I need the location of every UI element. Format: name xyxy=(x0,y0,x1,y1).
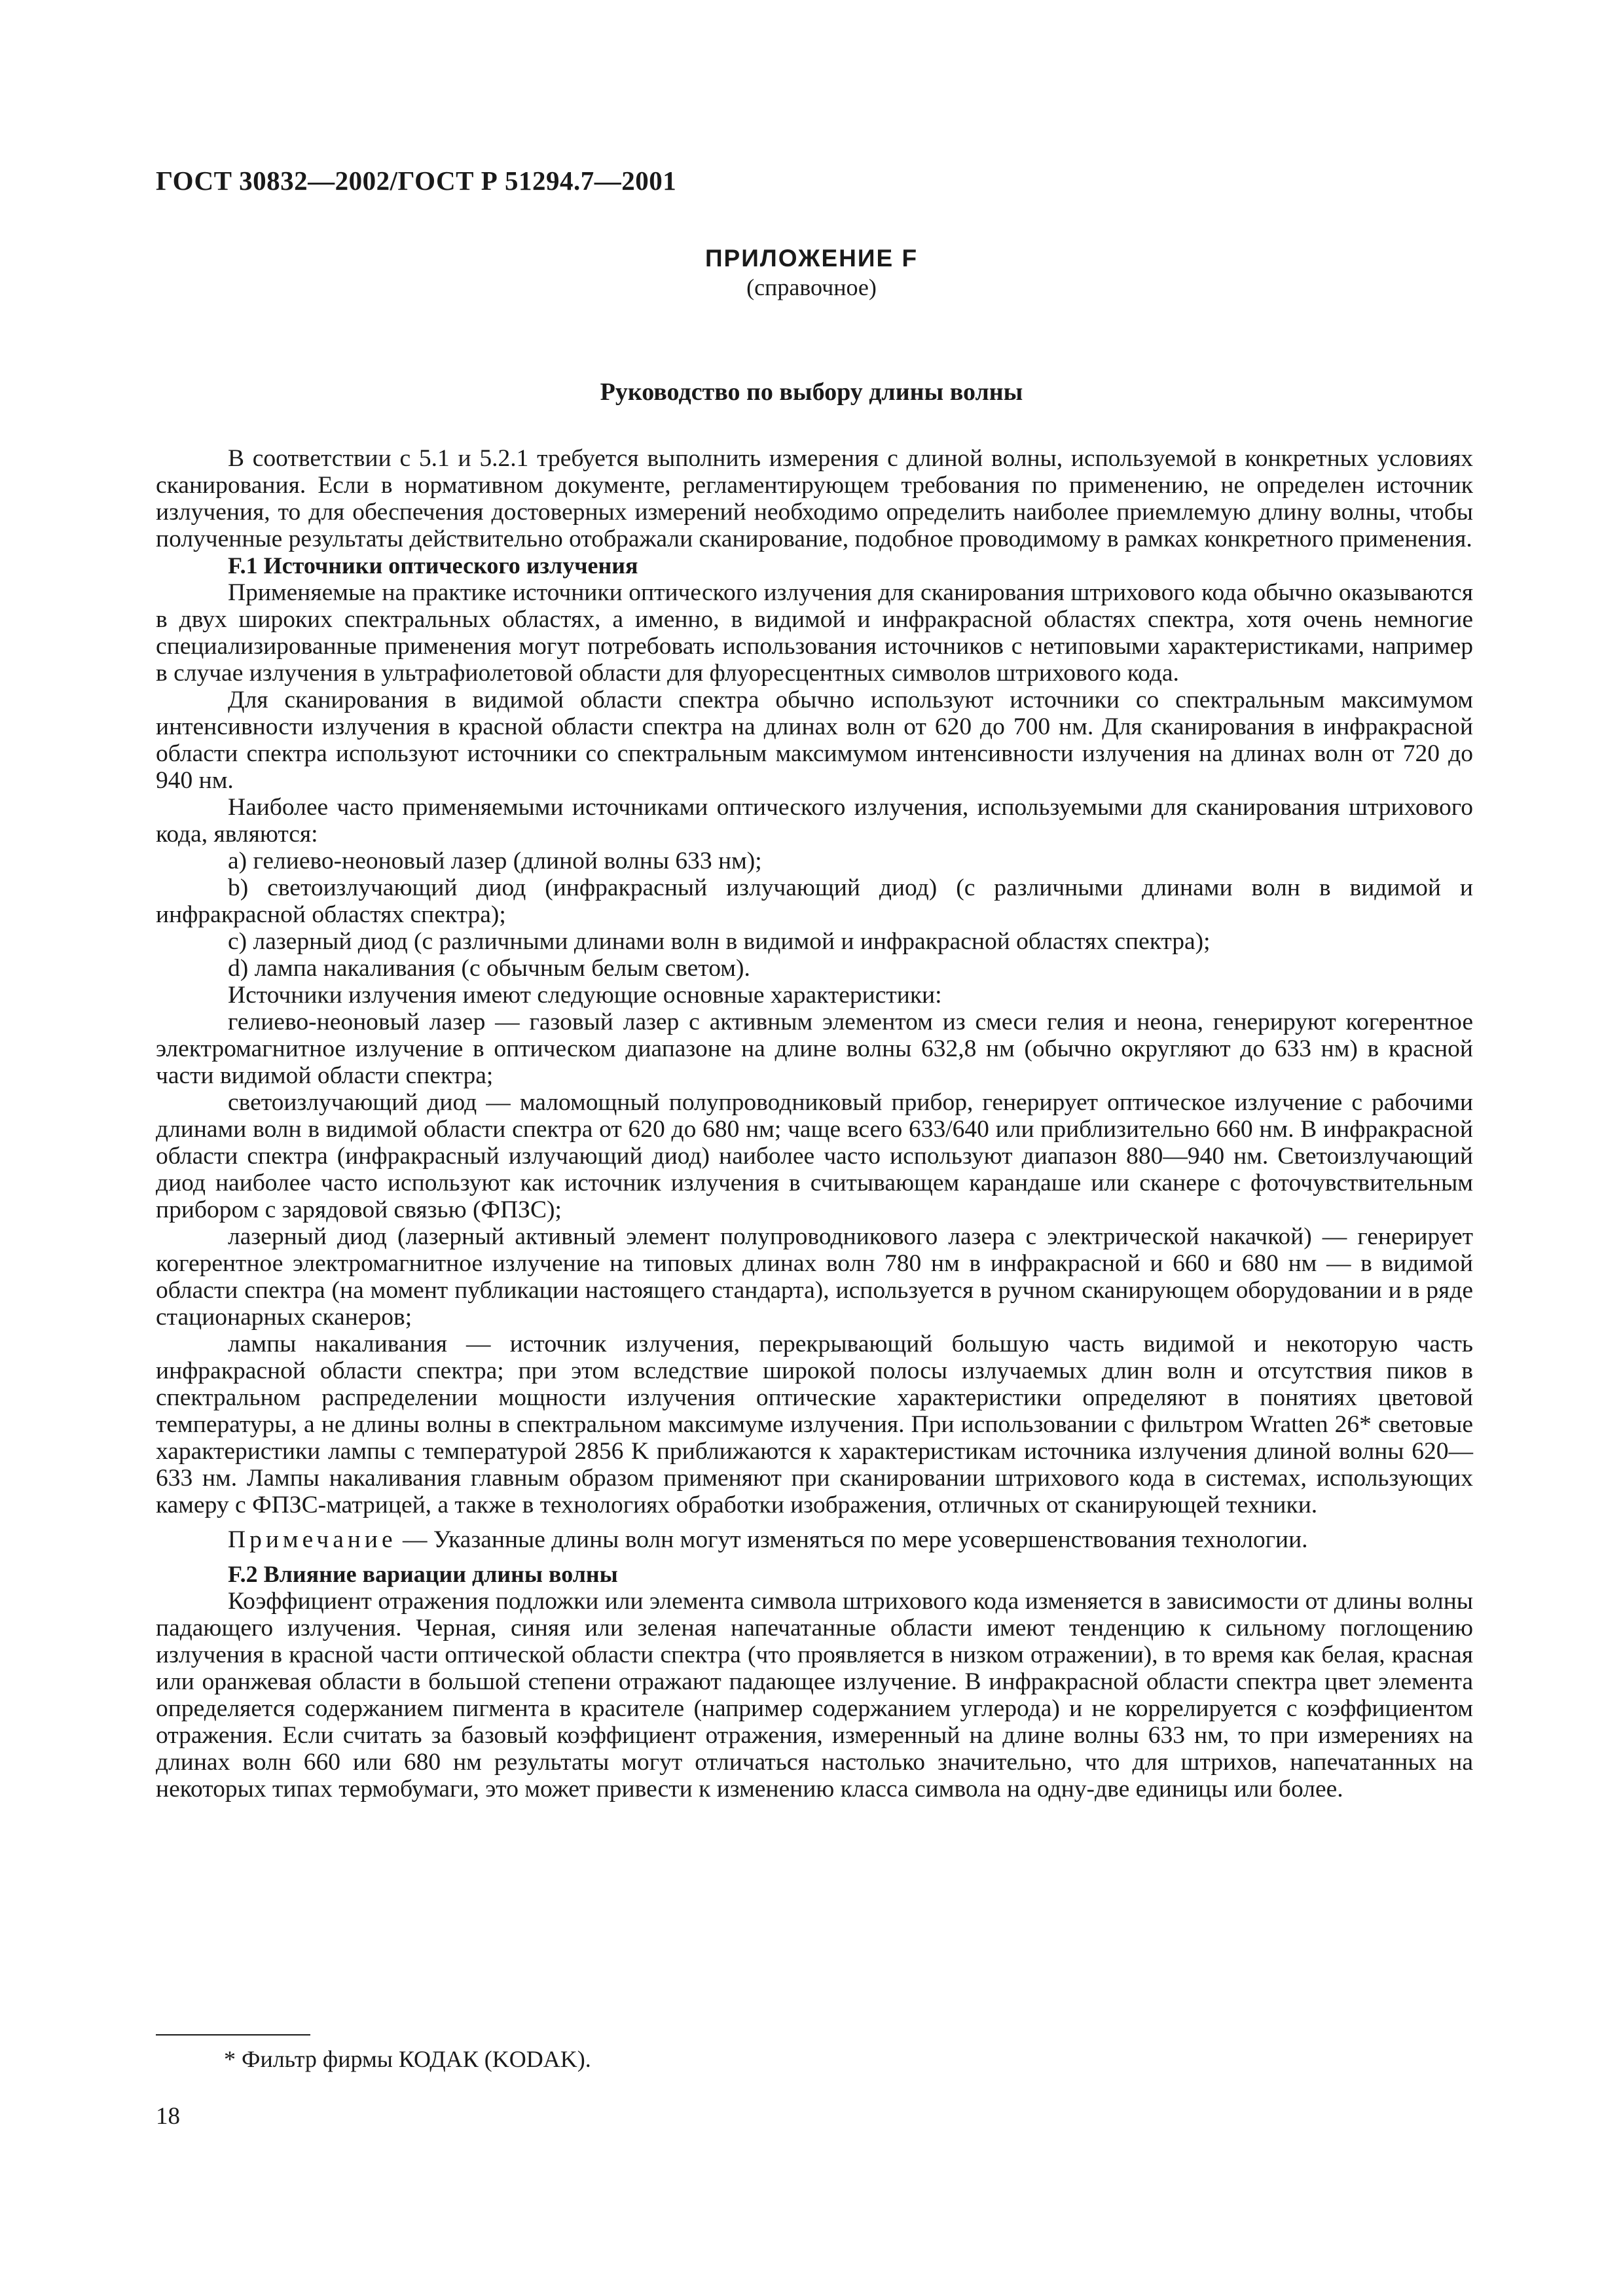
list-item: а) гелиево-неоновый лазер (длиной волны 633 нм); xyxy=(228,848,762,874)
source-list xyxy=(156,848,1473,982)
paragraph: Источники излучения имеют следующие основные характеристики: xyxy=(228,982,942,1009)
list-item: b) светоизлучающий диод (инфракрасный излучающий диод) (с различными длинами волн в видимой и инфракрасной областях спектра); xyxy=(156,874,1473,928)
paragraph: гелиево-неоновый лазер — газовый лазер с активным элементом из смеси гелия и неона, генерируют когерентное электромагнитное излучение в оптическом диапазоне на длине волны 632,8 нм (обычно округляют до 633 нм) в красной части видимой области спектра; xyxy=(156,1009,1473,1089)
subsection-heading-f2: F.2 Влияние вариации длины волны xyxy=(228,1561,618,1587)
paragraph: лампы накаливания — источник излучения, перекрывающий большую часть видимой и некоторую часть инфракрасной области спектра; при этом вследствие широкой полосы излучаемых длин волн и отсутствия пиков в спектральном распределении мощности излучения оптические характеристики определяют в понятиях цветовой температуры, а не длины волны в спектральном максимуме излучения. При использовании с фильтром Wratten 26* световые характеристики лампы с температурой 2856 K приближаются к характеристикам источника излучения длиной волны 620—633 нм. Лампы накаливания главным образом применяют при сканировании штрихового кода в системах, использующих камеру с ФПЗС-матрицей, а также в технологиях обработки изображения, отличных от сканирующей техники. xyxy=(156,1331,1473,1518)
page-number: 18 xyxy=(156,2103,180,2130)
section-title: Руководство по выбору длины волны xyxy=(600,378,1023,406)
list-item: c) лазерный диод (с различными длинами волн в видимой и инфракрасной областях спектра); xyxy=(228,928,1211,955)
paragraph: лазерный диод (лазерный активный элемент полупроводникового лазера с электрической накачкой) — генерирует когерентное электромагнитное излучение на типовых длинах волн 780 нм в инфракрасной и 660 и 680 нм — в видимой области спектра (на момент публикации настоящего стандарта), используется в ручном сканирующем оборудовании и в ряде стационарных сканеров; xyxy=(156,1223,1473,1331)
list-item: d) лампа накаливания (с обычным белым светом). xyxy=(228,955,750,982)
paragraph: светоизлучающий диод — маломощный полупроводниковый прибор, генерирует оптическое излучение с рабочими длинами волн в видимой области спектра от 620 до 680 нм; чаще всего 633/640 или приблизительно 660 нм. В инфракрасной области спектра (инфракрасный излучающий диод) наиболее часто используют диапазон 880—940 нм. Светоизлучающий диод наиболее часто используют как источник излучения в считывающем карандаше или сканере с фоточувствительным прибором с зарядовой связью (ФПЗС); xyxy=(156,1089,1473,1223)
intro-paragraph: В соответствии с 5.1 и 5.2.1 требуется выполнить измерения с длиной волны, используемой в конкретных условиях сканирования. Если в нормативном документе, регламентирующем требования по применению, не определен источник излучения, то для обеспечения достоверных измерений необходимо определить наиболее приемлемую длину волны, чтобы полученные результаты действительно отображали сканирование, подобное проводимому в рамках конкретного применения. xyxy=(156,445,1473,552)
appendix-subtitle: (справочное) xyxy=(746,274,877,300)
footnote-divider xyxy=(156,2034,310,2036)
footnote: * Фильтр фирмы КОДАК (KODAK). xyxy=(224,2046,591,2072)
paragraph: Для сканирования в видимой области спектра обычно используют источники со спектральным максимумом интенсивности излучения в красной области спектра на длинах волн от 620 до 700 нм. Для сканирования в инфракрасной области спектра используют источники со спектральным максимумом интенсивности излучения на длинах волн от 720 до 940 нм. xyxy=(156,687,1473,794)
paragraph: Коэффициент отражения подложки или элемента символа штрихового кода изменяется в зависимости от длины волны падающего излучения. Черная, синяя или зеленая напечатанные области имеют тенденцию к сильному поглощению излучения в красной части оптической области спектра (что проявляется в низком отражении), в то время как белая, красная или оранжевая области в большой степени отражают падающее излучение. В инфракрасной области спектра цвет элемента определяется содержанием пигмента в красителе (например содержанием углерода) и не коррелируется с коэффициентом отражения. Если считать за базовый коэффициент отражения, измеренный на длине волны 633 нм, то при измерениях на длинах волн 660 или 680 нм результаты могут отличаться настолько значительно, что для штрихов, напечатанных на некоторых типах термобумаги, это может привести к изменению класса символа на одну-две единицы или более. xyxy=(156,1588,1473,1803)
note-text: — Указанные длины волн могут изменяться по мере усовершенствования технологии. xyxy=(396,1526,1308,1553)
document-body xyxy=(156,445,1473,1803)
note xyxy=(156,1526,1473,1553)
paragraph: Наиболее часто применяемыми источниками оптического излучения, используемыми для сканирования штрихового кода, являются: xyxy=(156,794,1473,848)
document-header: ГОСТ 30832—2002/ГОСТ Р 51294.7—2001 xyxy=(156,166,677,196)
appendix-title: ПРИЛОЖЕНИЕ F xyxy=(704,245,919,272)
note-label: Примечание xyxy=(228,1526,397,1553)
subsection-heading-f1: F.1 Источники оптического излучения xyxy=(228,552,638,579)
paragraph: Применяемые на практике источники оптического излучения для сканирования штрихового кода обычно оказываются в двух широких спектральных областях, а именно, в видимой и инфракрасной областях спектра, хотя очень немногие специализированные применения могут потребовать использования источников с нетиповыми характеристиками, например в случае излучения в ультрафиолетовой области для флуоресцентных символов штрихового кода. xyxy=(156,579,1473,687)
